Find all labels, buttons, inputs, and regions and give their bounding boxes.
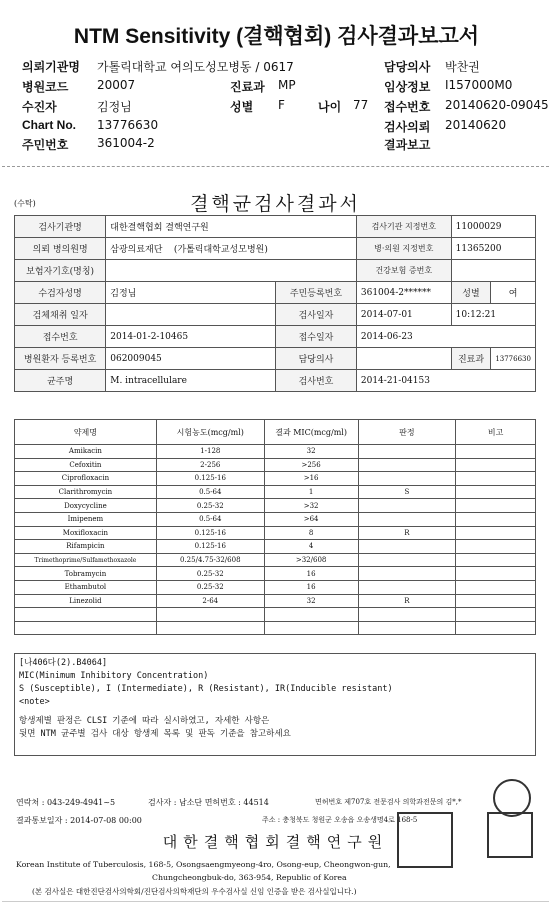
header-label-sex: 성별: [230, 100, 254, 114]
drug-remark-cell: [456, 580, 536, 594]
drug-mic-cell: 16: [264, 567, 358, 581]
drug-row: [15, 458, 536, 472]
drug-name-cell: Doxycycline: [15, 499, 157, 513]
info-key: 검체채취 일자: [15, 304, 106, 326]
info-key: 검사기관 지정번호: [356, 216, 451, 238]
info-row: [15, 304, 536, 326]
info-key: 주민등록번호: [276, 282, 357, 304]
header-value-receipt-no: 20140620-09045: [445, 98, 549, 112]
footer-approver: 면허번호 제707호 전문검사 의학과전문의 김*,*: [315, 798, 462, 806]
drug-interp-cell: R: [358, 526, 456, 540]
drug-row: [15, 553, 536, 567]
drug-interp-cell: [358, 458, 456, 472]
drug-interp-cell: R: [358, 594, 456, 608]
drug-range-cell: 2-64: [156, 594, 264, 608]
drug-mic-cell: [264, 608, 358, 622]
header-label-receipt-no: 접수번호: [384, 100, 431, 114]
drug-range-cell: 0.25-32: [156, 499, 264, 513]
info-value: 김정님: [106, 282, 276, 304]
info-key: 보험자기호(명칭): [15, 260, 106, 282]
drug-remark-cell: [456, 499, 536, 513]
header-label-doctor: 담당의사: [384, 60, 431, 74]
drug-range-cell: 0.125-16: [156, 526, 264, 540]
drug-range-cell: 0.5-64: [156, 512, 264, 526]
drug-row: [15, 445, 536, 459]
drug-name-cell: Rifampicin: [15, 540, 157, 554]
drug-name-cell: Amikacin: [15, 445, 157, 459]
drug-name-cell: Imipenem: [15, 512, 157, 526]
drug-row: [15, 512, 536, 526]
drug-remark-cell: [456, 485, 536, 499]
footer-org-name: 대한결핵협회결핵연구원: [162, 833, 389, 851]
drug-remark-cell: [456, 621, 536, 635]
header-value-sex: F: [278, 98, 285, 112]
drug-interp-cell: [358, 540, 456, 554]
drug-range-cell: 1-128: [156, 445, 264, 459]
drug-range-cell: 0.25-32: [156, 567, 264, 581]
info-value: 11000029: [451, 216, 535, 238]
drug-row: [15, 540, 536, 554]
header-label-clinical-info: 임상정보: [384, 80, 431, 94]
drug-interp-cell: S: [358, 485, 456, 499]
drug-mic-cell: >256: [264, 458, 358, 472]
info-value: 삼광의료재단 (가톨릭대학교성모병원): [106, 238, 357, 260]
footer-certification: (본 검사실은 대한진단검사의학회/진단검사의학재단의 우수검사실 신임 인증을 받은 검사실입니다.): [32, 887, 357, 896]
info-key: 의뢰 병의원명: [15, 238, 106, 260]
drug-range-cell: [156, 608, 264, 622]
footer-address: 주소 : 충청북도 청원군 오송읍 오송생명4로 168-5: [262, 816, 418, 824]
drug-name-cell: [15, 621, 157, 635]
header-value-age: 77: [353, 98, 369, 112]
info-key: 성별: [451, 282, 491, 304]
drug-remark-cell: [456, 567, 536, 581]
header-value-hospital-code: 20007: [97, 78, 136, 92]
info-value: [451, 260, 535, 282]
footer-examiner: 검사자 : 남소단 면허번호 : 44514: [148, 798, 269, 807]
drug-remark-cell: [456, 445, 536, 459]
header-value-patient: 김정님: [97, 100, 132, 114]
drug-range-cell: 0.25/4.75-32/608: [156, 553, 264, 567]
drug-header-cell: 비고: [456, 420, 536, 445]
drug-row: [15, 580, 536, 594]
header-label-rrn: 주민번호: [22, 138, 69, 152]
info-value: 11365200: [451, 238, 535, 260]
drug-range-cell: [156, 621, 264, 635]
drug-name-cell: Cefoxitin: [15, 458, 157, 472]
drug-mic-cell: 32: [264, 594, 358, 608]
note-line: [나406다(2).B4064]: [19, 658, 108, 668]
info-row: [15, 282, 536, 304]
drug-name-cell: Moxifloxacin: [15, 526, 157, 540]
drug-interp-cell: [358, 608, 456, 622]
info-key: 접수번호: [15, 326, 106, 348]
info-row: [15, 370, 536, 392]
drug-name-cell: Linezolid: [15, 594, 157, 608]
drug-table-body: [15, 445, 536, 635]
info-value: 2014-07-01: [356, 304, 451, 326]
drug-row: [15, 472, 536, 486]
drug-mic-cell: 1: [264, 485, 358, 499]
scanned-result-form: [2, 166, 549, 902]
patient-info-table: [14, 215, 536, 392]
header-label-institution: 의뢰기관명: [22, 60, 80, 74]
info-value: M. intracellulare: [106, 370, 276, 392]
drug-interp-cell: [358, 445, 456, 459]
drug-remark-cell: [456, 553, 536, 567]
info-value: 2014-01-2-10465: [106, 326, 276, 348]
drug-interp-cell: [358, 553, 456, 567]
form-title: 결핵균검사결과서: [190, 193, 361, 215]
info-row: [15, 326, 536, 348]
drug-mic-cell: >16: [264, 472, 358, 486]
drug-header-cell: 판정: [358, 420, 456, 445]
info-value: [106, 260, 357, 282]
info-key: 검사일자: [276, 304, 357, 326]
drug-row: [15, 485, 536, 499]
info-value: 062009045: [106, 348, 276, 370]
info-value: 2014-06-23: [356, 326, 535, 348]
drug-mic-cell: >64: [264, 512, 358, 526]
form-tag: (수탁): [14, 199, 36, 208]
header-value-chart-no: 13776630: [97, 118, 159, 132]
drug-header-cell: 약제명: [15, 420, 157, 445]
report-title: NTM Sensitivity (결핵협회) 검사결과보고서: [73, 25, 480, 48]
drug-range-cell: 0.125-16: [156, 472, 264, 486]
header-label-request-date: 검사의뢰: [384, 120, 431, 134]
drug-mic-cell: >32: [264, 499, 358, 513]
header-value-request-date: 20140620: [445, 118, 507, 132]
drug-row: [15, 594, 536, 608]
institution-seal-icon: [397, 812, 453, 868]
drug-remark-cell: [456, 526, 536, 540]
drug-name-cell: [15, 608, 157, 622]
drug-remark-cell: [456, 512, 536, 526]
drug-header-cell: 시험농도(mcg/ml): [156, 420, 264, 445]
header-value-doctor: 박찬권: [445, 60, 480, 74]
drug-row: [15, 526, 536, 540]
drug-range-cell: 0.25-32: [156, 580, 264, 594]
drug-interp-cell: [358, 472, 456, 486]
info-value: 여: [491, 282, 536, 304]
header-label-age: 나이: [318, 100, 342, 114]
info-row: [15, 216, 536, 238]
header-value-clinical-info: I157000M0: [445, 78, 513, 92]
info-key: 건강보험 증번호: [356, 260, 451, 282]
info-value: 361004-2******: [356, 282, 451, 304]
drug-remark-cell: [456, 472, 536, 486]
info-key: 담당의사: [276, 348, 357, 370]
drug-mic-cell: 8: [264, 526, 358, 540]
header-label-chart-no: Chart No.: [22, 118, 76, 132]
info-key: 진료과: [451, 348, 491, 370]
header-label-patient: 수진자: [22, 100, 57, 114]
info-row: [15, 238, 536, 260]
drug-header-row: [15, 420, 536, 445]
drug-name-cell: Ethambutol: [15, 580, 157, 594]
info-key: 접수일자: [276, 326, 357, 348]
drug-remark-cell: [456, 608, 536, 622]
note-line: MIC(Minimum Inhibitory Concentration): [19, 671, 209, 681]
drug-susceptibility-table: [14, 419, 536, 635]
drug-name-cell: Clarithromycin: [15, 485, 157, 499]
header-value-department: MP: [278, 78, 296, 92]
footer-contact: 연락처 : 043-249-4941~5: [16, 798, 116, 807]
note-line: 항생제별 판정은 CLSI 기준에 따라 실시하였고, 자세한 사항은: [19, 716, 270, 726]
info-key: 병·의원 지정번호: [356, 238, 451, 260]
drug-row: [15, 499, 536, 513]
drug-interp-cell: [358, 567, 456, 581]
footer-org-address-en: Korean Institute of Tuberculosis, 168-5, Osongsaengmyeong-4ro, Osong-eup, Cheongwon-gun,: [16, 860, 391, 869]
info-row: [15, 260, 536, 282]
drug-mic-cell: 4: [264, 540, 358, 554]
drug-mic-cell: 16: [264, 580, 358, 594]
notes-box: [14, 653, 536, 756]
drug-row: [15, 608, 536, 622]
drug-name-cell: Trimethoprime/Sulfamethoxazole: [15, 553, 157, 567]
drug-interp-cell: [358, 621, 456, 635]
drug-range-cell: 0.125-16: [156, 540, 264, 554]
drug-interp-cell: [358, 499, 456, 513]
drug-mic-cell: >32/608: [264, 553, 358, 567]
info-value: 10:12:21: [451, 304, 535, 326]
drug-remark-cell: [456, 458, 536, 472]
drug-remark-cell: [456, 540, 536, 554]
info-key: 수검자성명: [15, 282, 106, 304]
info-key: 검사기관명: [15, 216, 106, 238]
drug-remark-cell: [456, 594, 536, 608]
drug-mic-cell: [264, 621, 358, 635]
info-value: 13776630: [491, 348, 536, 370]
drug-range-cell: 0.5-64: [156, 485, 264, 499]
header-value-rrn: 361004-2: [97, 136, 155, 150]
note-line: 뒷면 NTM 균주별 검사 대상 항생제 목록 및 판독 기준을 참고하세요: [19, 729, 291, 739]
drug-header-cell: 결과 MIC(mcg/ml): [264, 420, 358, 445]
header-value-institution: 가톨릭대학교 여의도성모병동 / 0617: [97, 60, 294, 74]
info-value: 대한결핵협회 결핵연구원: [106, 216, 357, 238]
info-key: 균주명: [15, 370, 106, 392]
drug-range-cell: 2-256: [156, 458, 264, 472]
drug-name-cell: Ciprofloxacin: [15, 472, 157, 486]
drug-row: [15, 567, 536, 581]
drug-name-cell: Tobramycin: [15, 567, 157, 581]
header-label-report: 결과보고: [384, 138, 431, 152]
header-label-hospital-code: 병원코드: [22, 80, 69, 94]
info-key: 검사번호: [276, 370, 357, 392]
drug-interp-cell: [358, 580, 456, 594]
official-seal-icon: [487, 812, 533, 858]
drug-row: [15, 621, 536, 635]
info-value: [356, 348, 451, 370]
info-row: [15, 348, 536, 370]
note-line: S (Susceptible), I (Intermediate), R (Resistant), IR(Inducible resistant): [19, 684, 393, 694]
info-value: [106, 304, 276, 326]
drug-interp-cell: [358, 512, 456, 526]
note-line: <note>: [19, 697, 50, 707]
drug-mic-cell: 32: [264, 445, 358, 459]
footer-report-date: 결과통보일자 : 2014-07-08 00:00: [16, 816, 142, 825]
info-value: 2014-21-04153: [356, 370, 535, 392]
info-key: 병원환자 등록번호: [15, 348, 106, 370]
footer-org-address-en2: Chungcheongbuk-do, 363-954, Republic of Korea: [152, 873, 347, 882]
header-label-department: 진료과: [230, 80, 265, 94]
